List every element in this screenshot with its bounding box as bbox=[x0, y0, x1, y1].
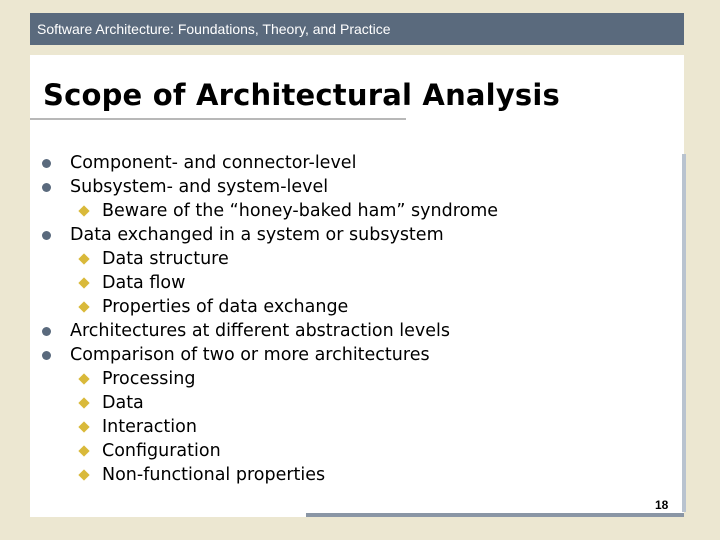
bullet-dot-icon bbox=[42, 183, 51, 192]
diamond-bullet-icon bbox=[78, 301, 89, 312]
bullet-item: Data exchanged in a system or subsystem bbox=[70, 225, 444, 245]
diamond-bullet-icon bbox=[78, 421, 89, 432]
sub-bullet-item: Data flow bbox=[102, 273, 186, 293]
bullet-dot-icon bbox=[42, 231, 51, 240]
bullet-item: Comparison of two or more architectures bbox=[70, 345, 430, 365]
sub-bullet-item: Configuration bbox=[102, 441, 221, 461]
bullet-dot-icon bbox=[42, 351, 51, 360]
sub-bullet-item: Beware of the “honey-baked ham” syndrome bbox=[102, 201, 499, 221]
diamond-bullet-icon bbox=[78, 445, 89, 456]
sub-bullet-item: Properties of data exchange bbox=[102, 297, 349, 317]
sub-bullet-item: Non-functional properties bbox=[102, 465, 326, 485]
bullet-item: Component- and connector-level bbox=[70, 153, 357, 173]
diamond-bullet-icon bbox=[78, 373, 89, 384]
sub-bullet-item: Processing bbox=[102, 369, 196, 389]
diamond-bullet-icon bbox=[78, 205, 89, 216]
slide-title: Scope of Architectural Analysis bbox=[43, 78, 560, 112]
course-title: Software Architecture: Foundations, Theory, and Practice bbox=[37, 21, 391, 37]
bullet-dot-icon bbox=[42, 159, 51, 168]
bullet-dot-icon bbox=[42, 327, 51, 336]
sub-bullet-item: Data bbox=[102, 393, 144, 413]
slide-number: 18 bbox=[655, 498, 669, 512]
diamond-bullet-icon bbox=[78, 397, 89, 408]
sub-bullet-item: Data structure bbox=[102, 249, 229, 269]
diamond-bullet-icon bbox=[78, 469, 89, 480]
diamond-bullet-icon bbox=[78, 253, 89, 264]
diamond-bullet-icon bbox=[78, 277, 89, 288]
bullet-item: Subsystem- and system-level bbox=[70, 177, 329, 197]
sub-bullet-item: Interaction bbox=[102, 417, 197, 437]
bullet-item: Architectures at different abstraction levels bbox=[70, 321, 451, 341]
